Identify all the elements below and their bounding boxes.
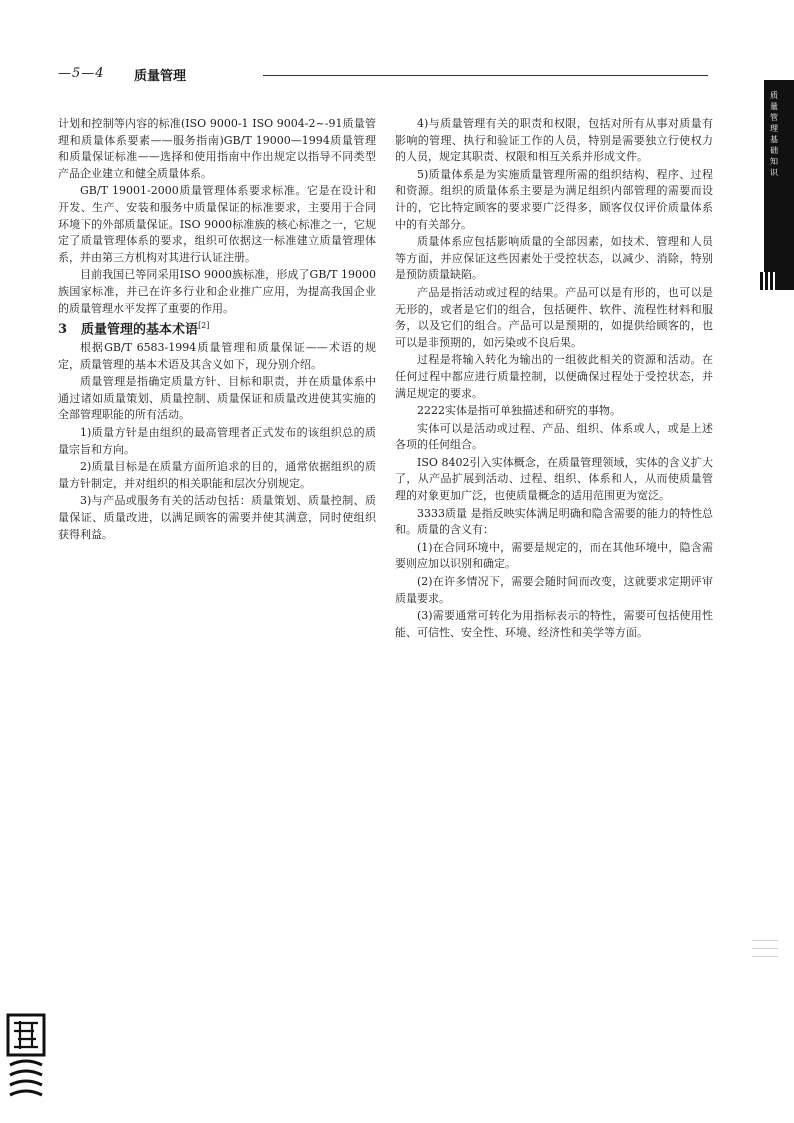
header-rule [263,75,708,76]
body-paragraph: 产品是指活动或过程的结果。产品可以是有形的，也可以是无形的，或者是它们的组合，包括硬件、软件、流程性材料和服务，以及它们的组合。产品可以是预期的，如提供给顾客的，也可以是非预期的，如污染或不良后果。 [395,285,713,349]
running-header [58,66,708,88]
stamp-seal-icon [6,1013,46,1105]
section-heading [58,318,376,339]
body-paragraph: 3)与产品或服务有关的活动包括：质量策划、质量控制、质量保证、质量改进，以满足顾客的需要并使其满意，同时使组织获得利益。 [58,494,376,541]
body-paragraph: 3333质量 是指反映实体满足明确和隐含需要的能力的特性总和。质量的含义有： [395,506,713,537]
edge-tab-text: 质量管理基础知识 [770,91,778,177]
body-paragraph: 2222实体是指可单独描述和研究的事物。 [417,404,621,418]
body-paragraph: 目前我国已等同采用ISO 9000族标准，形成了GB/T 19000族国家标准，并已在许多行业和企业推广应用，为提高我国企业的质量管理水平发挥了重要的作用。 [58,268,376,315]
section-number: 3 [58,322,68,338]
body-paragraph: 根据GB/T 6583-1994质量管理和质量保证——术语的规定，质量管理的基本术语及其含义如下，现分别介绍。 [58,341,376,371]
body-paragraph: 2)质量目标是在质量方面所追求的目的，通常依据组织的质量方针制定，并对组织的相关职能和层次分别规定。 [58,460,376,490]
citation-ref: [2] [198,321,210,331]
edge-thumb-tab [764,80,794,290]
body-paragraph: 过程是将输入转化为输出的一组彼此相关的资源和活动。在任何过程中都应进行质量控制，以便确保过程处于受控状态，并满足规定的要求。 [395,353,713,400]
left-column [58,116,376,544]
body-paragraph: 1)质量方针是由组织的最高管理者正式发布的该组织总的质量宗旨和方向。 [58,426,376,456]
body-paragraph: 质量管理是指确定质量方针、目标和职责，并在质量体系中通过诸如质量策划、质量控制、质量保证和质量改进使其实施的全部管理职能的所有活动。 [58,375,376,422]
body-paragraph: 计划和控制等内容的标准(ISO 9000-1 ISO 9004-2~-91质量管理和质量体系要素——服务指南)GB/T 19000—1994质量管理和质量保证标准——选择和使用指南中作出规定以指导不同类型产品企业建立和健全质量体系。 [58,117,376,180]
body-paragraph: (2)在许多情况下，需要会随时间而改变，这就要求定期评审质量要求。 [395,575,713,605]
body-paragraph: 质量体系应包括影响质量的全部因素，如技术、管理和人员等方面，并应保证这些因素处于受控状态，以减少、消除，特别是预防质量缺陷。 [395,235,713,282]
body-paragraph: 实体可以是活动或过程、产品、组织、体系或人，或是上述各项的任何组合。 [395,421,713,452]
right-column [395,116,713,642]
body-paragraph: (1)在合同环境中，需要是规定的，而在其他环境中，隐含需要则应加以识别和确定。 [395,540,713,571]
page-folio: —5—4 [58,66,105,81]
scan-mark [752,940,778,941]
body-paragraph: ISO 8402引入实体概念，在质量管理领域，实体的含义扩大了，从产品扩展到活动、过程、组织、体系和人，从而使质量管理的对象更加广泛，也使质量概念的适用范围更为宽泛。 [395,455,713,503]
scan-mark [752,948,778,949]
chapter-title: 质量管理 [134,69,187,84]
body-paragraph: (3)需要通常可转化为用指标表示的特性，需要可包括使用性能、可信性、安全性、环境、经济性和美学等方面。 [395,609,713,639]
scan-mark [752,956,778,957]
body-paragraph: GB/T 19001-2000质量管理体系要求标准。它是在设计和开发、生产、安装和服务中质量保证的标准要求，主要用于合同环境下的外部质量保证。ISO 9000标准族的核心标准之一，它规定了质量管理体系的要求，组织可依据这一标准建立质量管理体系，并由第三方机构对其进行认证注册。 [58,184,376,264]
body-paragraph: 4)与质量管理有关的职责和权限，包括对所有从事对质量有影响的管理、执行和验证工作的人员，特别是需要独立行使权力的人员，规定其职责、权限和相互关系并形成文件。 [395,117,713,164]
edge-bars [760,272,778,290]
section-title: 质量管理的基本术语 [81,322,199,338]
body-paragraph: 5)质量体系是为实施质量管理所需的组织结构、程序、过程和资源。组织的质量体系主要是为满足组织内部管理的需要而设计的，它比特定顾客的要求要广泛得多，顾客仅仅评价质量体系中的有关部分。 [395,167,713,231]
